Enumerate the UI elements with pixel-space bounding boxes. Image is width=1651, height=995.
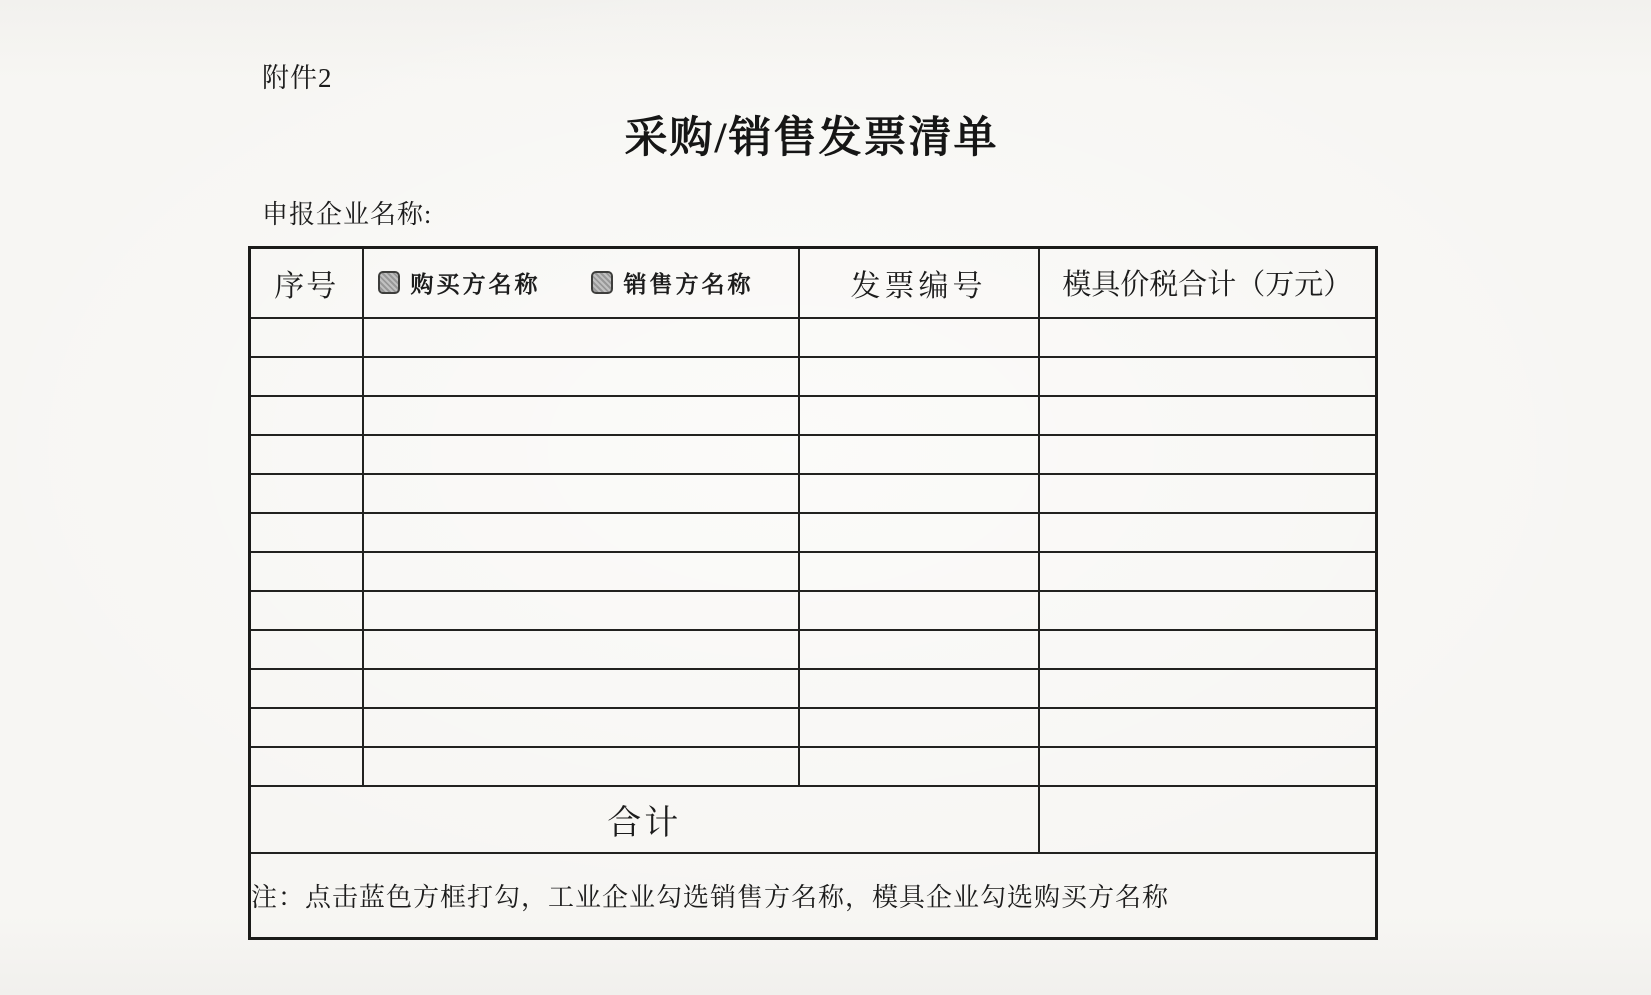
empty-cell (250, 669, 363, 708)
empty-cell (250, 708, 363, 747)
table-row (250, 630, 1377, 669)
empty-cell (250, 513, 363, 552)
empty-cell (363, 396, 799, 435)
empty-cell (799, 396, 1039, 435)
empty-cell (1039, 591, 1377, 630)
column-header-amount: 模具价税合计（万元） (1039, 248, 1377, 318)
empty-cell (363, 630, 799, 669)
empty-cell (799, 357, 1039, 396)
empty-cell (1039, 747, 1377, 786)
empty-cell (250, 396, 363, 435)
empty-cell (799, 591, 1039, 630)
attachment-label: 附件2 (262, 63, 333, 93)
table-row (250, 474, 1377, 513)
page-title: 采购/销售发票清单 (624, 115, 999, 162)
empty-cell (1039, 396, 1377, 435)
table-row (250, 747, 1377, 786)
buyer-checkbox[interactable] (378, 271, 400, 294)
total-label: 合计 (250, 786, 1039, 853)
empty-cell (250, 474, 363, 513)
empty-cell (250, 747, 363, 786)
seller-option-label: 销售方名称 (623, 272, 754, 298)
empty-cell (363, 747, 799, 786)
empty-cell (799, 630, 1039, 669)
invoice-table (248, 246, 1378, 940)
empty-cell (1039, 318, 1377, 357)
empty-cell (799, 708, 1039, 747)
empty-rows (250, 318, 1377, 787)
empty-cell (1039, 552, 1377, 591)
table-row (250, 396, 1377, 435)
buyer-option-label: 购买方名称 (410, 272, 541, 298)
empty-cell (250, 552, 363, 591)
table-row (250, 552, 1377, 591)
empty-cell (1039, 708, 1377, 747)
empty-cell (363, 435, 799, 474)
empty-cell (1039, 630, 1377, 669)
table-row (250, 435, 1377, 474)
empty-cell (363, 552, 799, 591)
table-row (250, 591, 1377, 630)
table-header-row (250, 248, 1377, 318)
empty-cell (1039, 357, 1377, 396)
note-row (250, 853, 1377, 938)
empty-cell (1039, 435, 1377, 474)
empty-cell (799, 513, 1039, 552)
column-header-serial: 序号 (250, 248, 363, 318)
table-row (250, 318, 1377, 357)
seller-checkbox[interactable] (591, 271, 613, 294)
table-row (250, 708, 1377, 747)
empty-cell (799, 669, 1039, 708)
empty-cell (1039, 474, 1377, 513)
table-row (250, 513, 1377, 552)
empty-cell (250, 630, 363, 669)
empty-cell (799, 435, 1039, 474)
column-header-party (363, 248, 799, 318)
empty-cell (799, 552, 1039, 591)
table-row (250, 357, 1377, 396)
empty-cell (363, 669, 799, 708)
column-header-invoice-no: 发票编号 (799, 248, 1039, 318)
empty-cell (799, 747, 1039, 786)
empty-cell (1039, 513, 1377, 552)
empty-cell (1039, 669, 1377, 708)
note-text: 注：点击蓝色方框打勾，工业企业勾选销售方名称，模具企业勾选购买方名称 (250, 853, 1377, 938)
empty-cell (799, 474, 1039, 513)
empty-cell (250, 357, 363, 396)
company-name-label: 申报企业名称: (262, 200, 433, 229)
empty-cell (363, 513, 799, 552)
empty-cell (250, 318, 363, 357)
empty-cell (363, 318, 799, 357)
empty-cell (363, 591, 799, 630)
empty-cell (363, 357, 799, 396)
empty-cell (250, 435, 363, 474)
empty-cell (799, 318, 1039, 357)
empty-cell (250, 591, 363, 630)
empty-cell (363, 474, 799, 513)
table-row (250, 669, 1377, 708)
empty-cell (363, 708, 799, 747)
total-amount-cell (1039, 786, 1377, 853)
total-row (250, 786, 1377, 853)
